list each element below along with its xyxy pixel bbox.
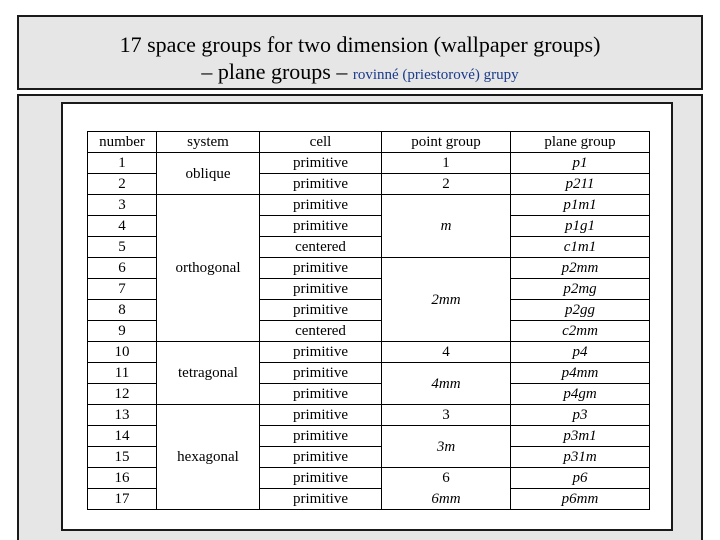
number-cell: 13 bbox=[88, 405, 157, 426]
table-row bbox=[88, 153, 650, 174]
cell-type: primitive bbox=[260, 489, 382, 510]
number-cell: 9 bbox=[88, 321, 157, 342]
plane-group-cell: c1m1 bbox=[511, 237, 650, 258]
plane-group-cell: p3m1 bbox=[511, 426, 650, 447]
system-cell: orthogonal bbox=[157, 195, 260, 342]
cell-type: primitive bbox=[260, 258, 382, 279]
point-group-cell: 2 bbox=[382, 174, 511, 195]
cell-type: primitive bbox=[260, 153, 382, 174]
plane-group-cell: p3 bbox=[511, 405, 650, 426]
number-cell: 6 bbox=[88, 258, 157, 279]
plane-group-cell: p1g1 bbox=[511, 216, 650, 237]
system-cell: tetragonal bbox=[157, 342, 260, 405]
point-group-cell: 4 bbox=[382, 342, 511, 363]
cell-type: primitive bbox=[260, 405, 382, 426]
cell-type: primitive bbox=[260, 468, 382, 489]
point-group-cell: 6mm bbox=[382, 489, 511, 510]
plane-group-cell: p6mm bbox=[511, 489, 650, 510]
subtitle-slovak: rovinné (priestorové) grupy bbox=[352, 67, 519, 83]
plane-group-cell: p6 bbox=[511, 468, 650, 489]
plane-group-cell: p2mm bbox=[511, 258, 650, 279]
point-group-cell: 4mm bbox=[382, 363, 511, 405]
number-cell: 5 bbox=[88, 237, 157, 258]
header-number: number bbox=[88, 132, 157, 153]
number-cell: 17 bbox=[88, 489, 157, 510]
table-row bbox=[88, 405, 650, 426]
plane-group-cell: p1m1 bbox=[511, 195, 650, 216]
plane-group-cell: p4gm bbox=[511, 384, 650, 405]
plane-group-cell: p2mg bbox=[511, 279, 650, 300]
point-group-cell: 3 bbox=[382, 405, 511, 426]
point-group-cell: 1 bbox=[382, 153, 511, 174]
cell-type: primitive bbox=[260, 342, 382, 363]
system-cell: oblique bbox=[157, 153, 260, 195]
cell-type: primitive bbox=[260, 447, 382, 468]
table-row bbox=[88, 342, 650, 363]
number-cell: 16 bbox=[88, 468, 157, 489]
header-cell: cell bbox=[260, 132, 382, 153]
header-system: system bbox=[157, 132, 260, 153]
number-cell: 4 bbox=[88, 216, 157, 237]
number-cell: 1 bbox=[88, 153, 157, 174]
cell-type: primitive bbox=[260, 363, 382, 384]
number-cell: 11 bbox=[88, 363, 157, 384]
point-group-cell: 3m bbox=[382, 426, 511, 468]
point-group-cell: 6 bbox=[382, 468, 511, 489]
plane-group-cell: p2gg bbox=[511, 300, 650, 321]
number-cell: 10 bbox=[88, 342, 157, 363]
number-cell: 3 bbox=[88, 195, 157, 216]
table-row bbox=[88, 195, 650, 216]
number-cell: 14 bbox=[88, 426, 157, 447]
cell-type: primitive bbox=[260, 300, 382, 321]
cell-type: primitive bbox=[260, 384, 382, 405]
cell-type: primitive bbox=[260, 195, 382, 216]
header-plane-group: plane group bbox=[511, 132, 650, 153]
cell-type: primitive bbox=[260, 426, 382, 447]
title-banner bbox=[17, 15, 703, 90]
plane-group-cell: c2mm bbox=[511, 321, 650, 342]
header-row bbox=[88, 132, 650, 153]
cell-type: centered bbox=[260, 237, 382, 258]
plane-group-cell: p211 bbox=[511, 174, 650, 195]
header-point-group: point group bbox=[382, 132, 511, 153]
subtitle-main: – plane groups – bbox=[201, 59, 348, 84]
system-cell: hexagonal bbox=[157, 405, 260, 510]
number-cell: 15 bbox=[88, 447, 157, 468]
point-group-cell: m bbox=[382, 195, 511, 258]
plane-group-cell: p1 bbox=[511, 153, 650, 174]
plane-group-cell: p31m bbox=[511, 447, 650, 468]
plane-group-cell: p4mm bbox=[511, 363, 650, 384]
plane-group-cell: p4 bbox=[511, 342, 650, 363]
cell-type: primitive bbox=[260, 279, 382, 300]
number-cell: 8 bbox=[88, 300, 157, 321]
cell-type: primitive bbox=[260, 216, 382, 237]
point-group-cell: 2mm bbox=[382, 258, 511, 342]
number-cell: 12 bbox=[88, 384, 157, 405]
slide-subtitle bbox=[19, 58, 701, 89]
number-cell: 2 bbox=[88, 174, 157, 195]
plane-groups-table bbox=[87, 131, 650, 510]
number-cell: 7 bbox=[88, 279, 157, 300]
cell-type: primitive bbox=[260, 174, 382, 195]
cell-type: centered bbox=[260, 321, 382, 342]
slide-title: 17 space groups for two dimension (wallpaper groups) bbox=[119, 32, 601, 57]
